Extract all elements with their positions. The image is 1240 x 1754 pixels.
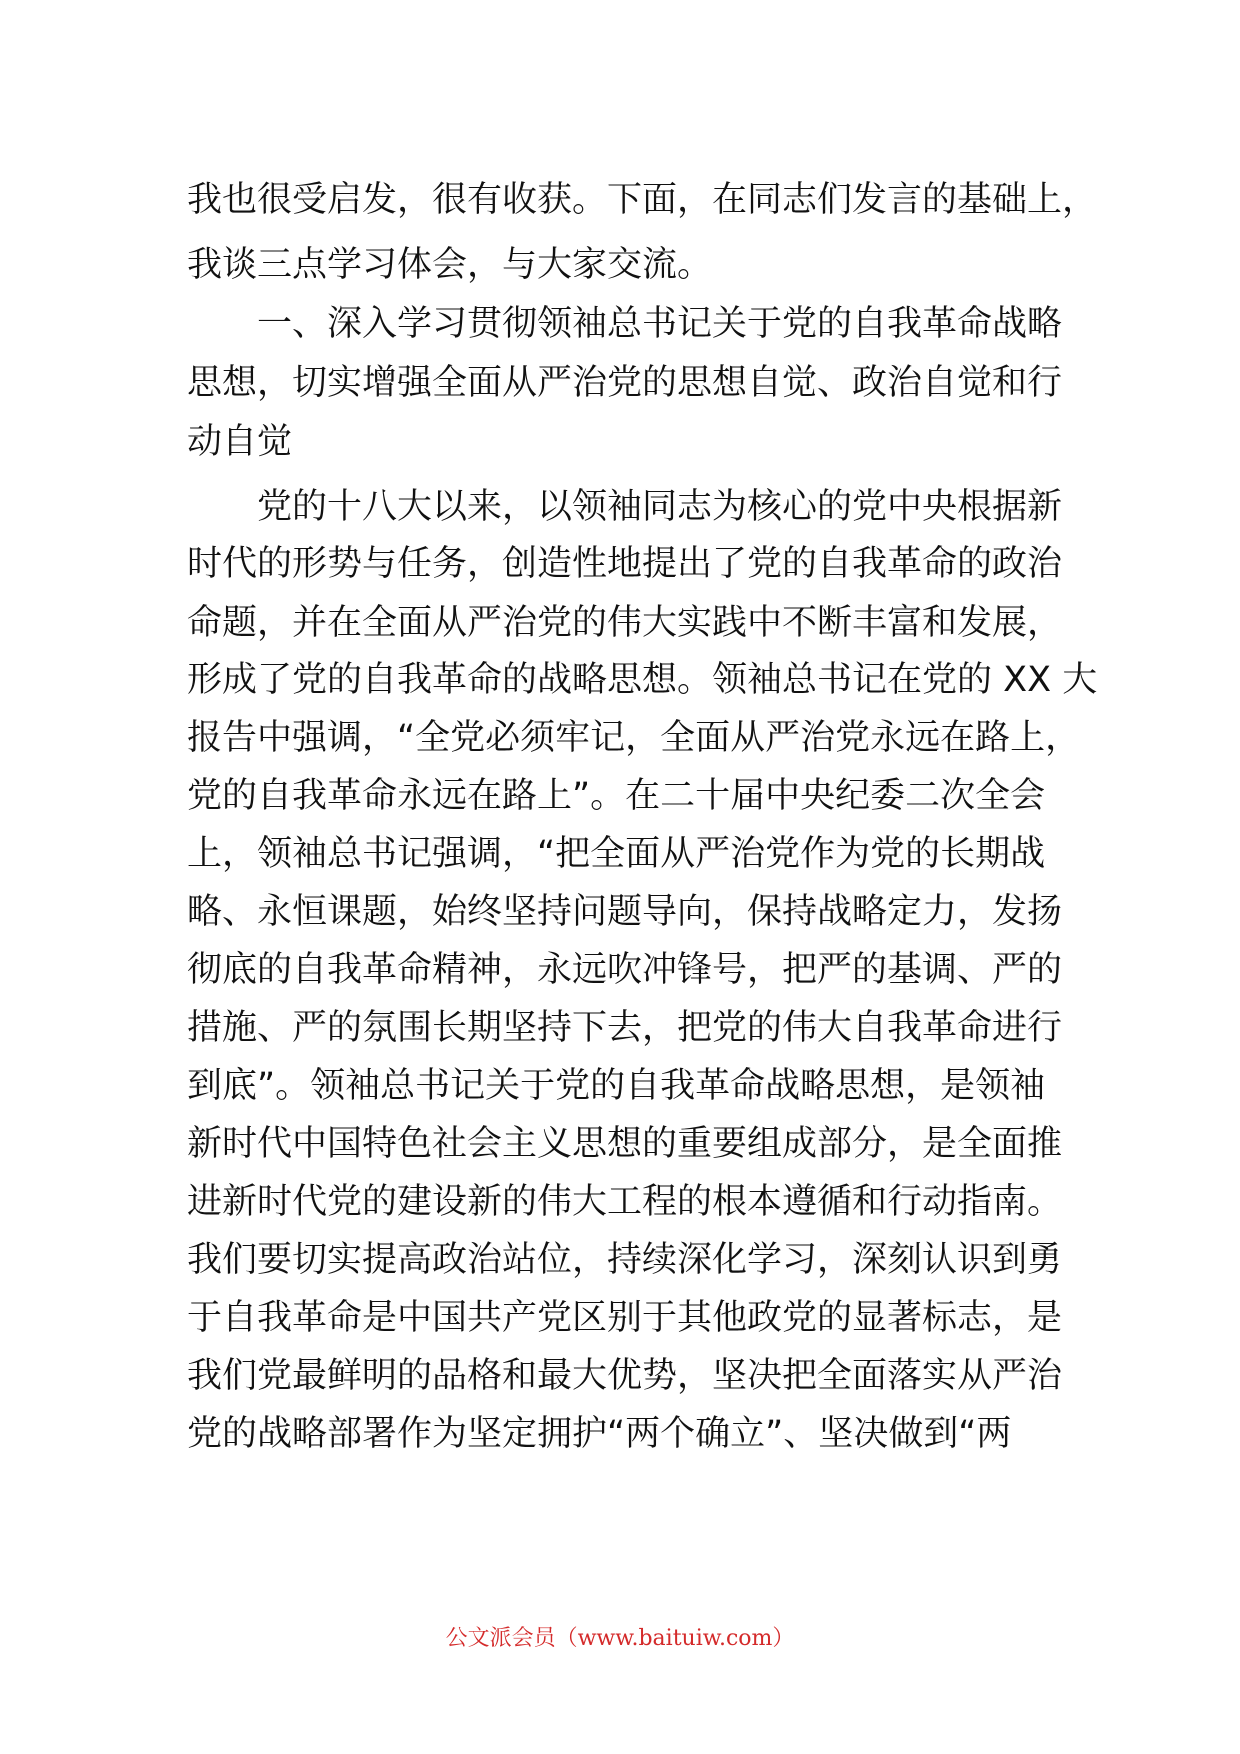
section-heading-line: 动自觉	[187, 422, 293, 462]
text-line: 报告中强调，“全党必须牢记，全面从严治党永远在路上，	[187, 718, 1081, 758]
text-line: 时代的形势与任务，创造性地提出了党的自我革命的政治	[187, 544, 1063, 584]
text-line: 于自我革命是中国共产党区别于其他政党的显著标志，是	[187, 1298, 1063, 1338]
text-line: 到底”。领袖总书记关于党的自我革命战略思想，是领袖	[187, 1066, 1046, 1106]
text-line: 我们要切实提高政治站位，持续深化学习，深刻认识到勇	[187, 1240, 1063, 1280]
section-heading-line: 一、深入学习贯彻领袖总书记关于党的自我革命战略	[187, 304, 1063, 344]
text-line: 我也很受启发，很有收获。下面，在同志们发言的基础上，	[187, 180, 1098, 220]
text-line: 新时代中国特色社会主义思想的重要组成部分，是全面推	[187, 1124, 1063, 1164]
text-line: 我谈三点学习体会，与大家交流。	[187, 245, 713, 285]
text-line: 党的战略部署作为坚定拥护“两个确立”、坚决做到“两	[187, 1414, 1012, 1454]
text-line: 彻底的自我革命精神，永远吹冲锋号，把严的基调、严的	[187, 950, 1063, 990]
footer-watermark: 公文派会员（www.baituiw.com）	[445, 1626, 795, 1651]
body-text	[187, 168, 1098, 1467]
section-heading-line: 思想，切实增强全面从严治党的思想自觉、政治自觉和行	[187, 363, 1063, 403]
text-line: 进新时代党的建设新的伟大工程的根本遵循和行动指南。	[187, 1182, 1063, 1222]
text-line: 形成了党的自我革命的战略思想。领袖总书记在党的 XX 大	[187, 660, 1098, 700]
text-line: 我们党最鲜明的品格和最大优势，坚决把全面落实从严治	[187, 1356, 1063, 1396]
text-line: 命题，并在全面从严治党的伟大实践中不断丰富和发展，	[187, 603, 1063, 643]
text-line: 略、永恒课题，始终坚持问题导向，保持战略定力，发扬	[187, 892, 1063, 932]
text-line: 党的十八大以来，以领袖同志为核心的党中央根据新	[187, 487, 1063, 527]
text-line: 上，领袖总书记强调，“把全面从严治党作为党的长期战	[187, 834, 1046, 874]
text-line: 措施、严的氛围长期坚持下去，把党的伟大自我革命进行	[187, 1008, 1063, 1048]
text-line: 党的自我革命永远在路上”。在二十届中央纪委二次全会	[187, 776, 1046, 816]
